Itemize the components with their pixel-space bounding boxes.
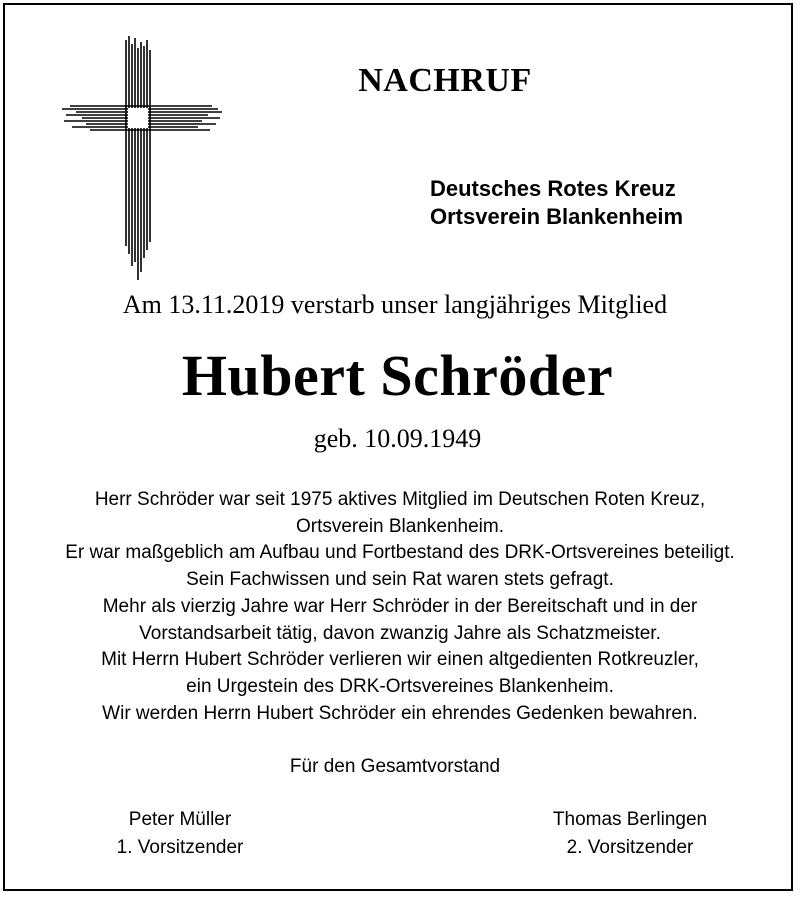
- signatory-first: [80, 806, 280, 862]
- tribute-text: [0, 487, 800, 727]
- tribute-line: Mit Herrn Hubert Schröder verlieren wir einen altgedienten Rotkreuzler,: [101, 649, 699, 671]
- tribute-line: ein Urgestein des DRK-Ortsvereines Blankenheim.: [186, 675, 614, 697]
- organization-block: [430, 175, 784, 231]
- tribute-line: Sein Fachwissen und sein Rat waren stets gefragt.: [186, 569, 614, 591]
- signatory-name: Thomas Berlingen: [552, 809, 708, 830]
- signatory-role: 2. Vorsitzender: [566, 837, 694, 858]
- deceased-name: Hubert Schröder: [181, 343, 614, 408]
- closing-line: Für den Gesamtvorstand: [289, 756, 501, 777]
- tribute-line: Mehr als vierzig Jahre war Herr Schröder in der Bereitschaft und in der: [102, 595, 698, 617]
- tribute-line: Herr Schröder war seit 1975 aktives Mitglied im Deutschen Roten Kreuz,: [94, 489, 706, 510]
- tribute-line: Ortsverein Blankenheim.: [295, 515, 505, 537]
- tribute-line: Wir werden Herrn Hubert Schröder ein ehrendes Gedenken bewahren.: [102, 702, 698, 724]
- death-announcement: Am 13.11.2019 verstarb unser langjähriges Mitglied: [122, 290, 668, 319]
- tribute-line: Vorstandsarbeit tätig, davon zwanzig Jahre als Schatzmeister.: [139, 622, 661, 644]
- birth-date: geb. 10.09.1949: [313, 424, 482, 453]
- signatory-name: Peter Müller: [128, 809, 232, 830]
- organization-branch: Ortsverein Blankenheim: [430, 204, 684, 229]
- signatory-role: 1. Vorsitzender: [116, 837, 244, 858]
- cross-icon: [62, 36, 222, 280]
- signatory-second: [520, 806, 740, 862]
- notice-heading: NACHRUF: [358, 62, 532, 99]
- organization-name: Deutsches Rotes Kreuz: [430, 176, 676, 201]
- tribute-line: Er war maßgeblich am Aufbau und Fortbestand des DRK-Ortsvereines beteiligt.: [65, 542, 735, 564]
